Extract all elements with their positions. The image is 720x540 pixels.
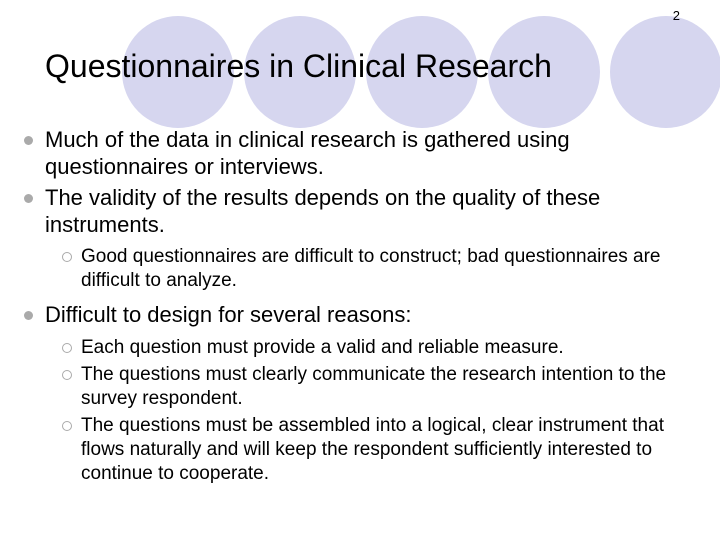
bullet-text: Difficult to design for several reasons: <box>45 302 412 327</box>
sub-bullet-item <box>20 245 710 293</box>
slide-title: Questionnaires in Clinical Research <box>45 48 552 84</box>
filled-bullet-icon <box>24 311 33 320</box>
bullet-list <box>20 126 710 486</box>
sub-bullet-item <box>20 363 710 411</box>
bullet-item <box>20 301 710 328</box>
sub-bullet-item <box>20 336 710 360</box>
deco-circle <box>610 16 720 128</box>
page-number: 2 <box>672 8 680 23</box>
hollow-bullet-icon <box>62 421 72 431</box>
sub-bullet-item <box>20 414 710 486</box>
bullet-text: Much of the data in clinical research is gathered using questionnaires or interviews. <box>45 127 570 179</box>
bullet-item <box>20 184 710 238</box>
bullet-text: The validity of the results depends on the quality of these instruments. <box>45 185 601 237</box>
hollow-bullet-icon <box>62 370 72 380</box>
bullet-text: The questions must clearly communicate the research intention to the survey respondent. <box>81 364 667 409</box>
bullet-text: The questions must be assembled into a logical, clear instrument that flows naturally and will keep the respondent sufficiently interested to continue to cooperate. <box>81 415 664 484</box>
bullet-text: Each question must provide a valid and reliable measure. <box>81 337 564 358</box>
bullet-text: Good questionnaires are difficult to construct; bad questionnaires are difficult to analyze. <box>81 246 661 291</box>
hollow-bullet-icon <box>62 252 72 262</box>
filled-bullet-icon <box>24 194 33 203</box>
bullet-item <box>20 126 710 180</box>
hollow-bullet-icon <box>62 343 72 353</box>
filled-bullet-icon <box>24 136 33 145</box>
